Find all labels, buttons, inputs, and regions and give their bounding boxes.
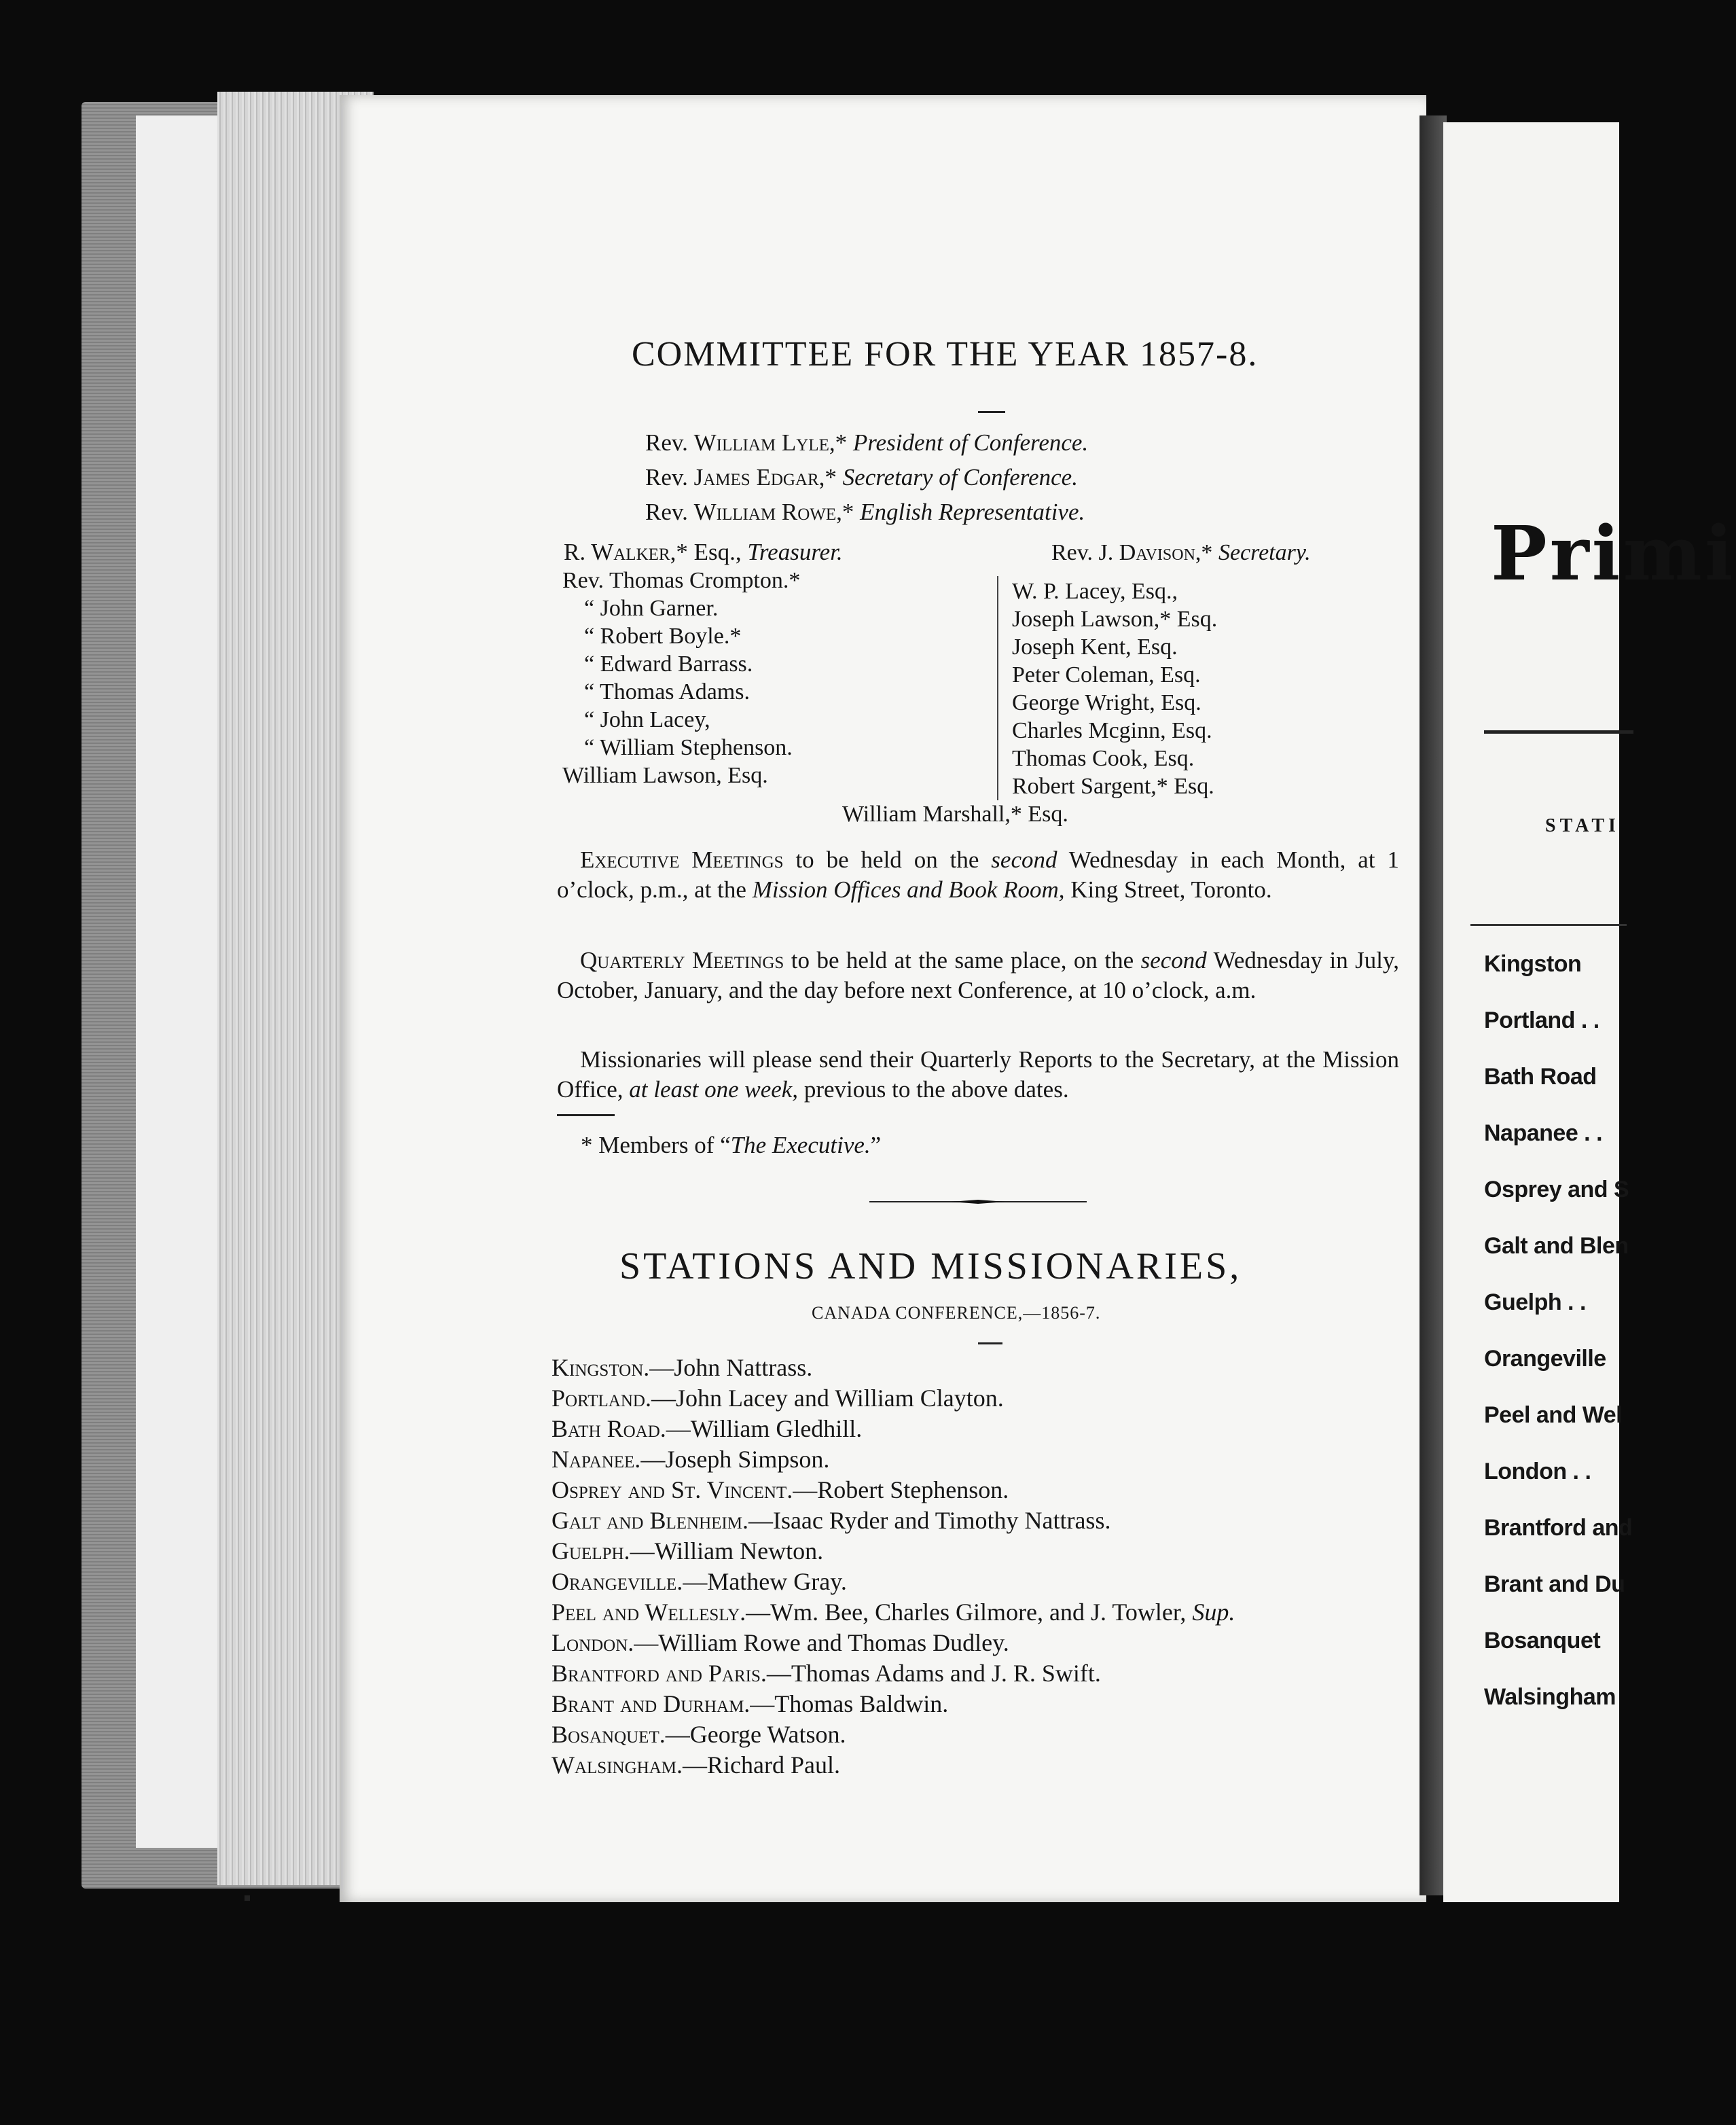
station-name: Orangeville (1484, 1346, 1606, 1372)
station-entry: Kingston.—John Nattrass. (551, 1354, 813, 1381)
station-name: Kingston (1484, 951, 1582, 977)
member-name: Robert Sargent,* Esq. (1012, 774, 1214, 799)
station-name: Bath Road (1484, 1064, 1597, 1090)
station-name: Guelph . . (1484, 1289, 1586, 1315)
right-page-heading: STATI (1545, 815, 1620, 836)
member-name: William Lawson, Esq. (562, 763, 768, 788)
officer-line: Rev. William Lyle,* President of Conference. (645, 429, 1089, 456)
member-name: Joseph Lawson,* Esq. (1012, 607, 1218, 632)
station-entry: Brantford and Paris.—Thomas Adams and J. R. Swift. (551, 1660, 1101, 1687)
station-entry: Guelph.—William Newton. (551, 1537, 824, 1565)
officer-line: Rev. William Rowe,* English Representative. (645, 499, 1085, 525)
missionaries-note-paragraph: Missionaries will please send their Quarterly Reports to the Secretary, at the Mission Office, at least one week, previous to the above dates. (557, 1046, 1399, 1103)
station-name: Napanee . . (1484, 1120, 1603, 1146)
station-entry: London.—William Rowe and Thomas Dudley. (551, 1629, 1009, 1656)
stations-title: STATIONS AND MISSIONARIES, (619, 1245, 1242, 1287)
station-name: Peel and Wel (1484, 1402, 1623, 1428)
committee-title: COMMITTEE FOR THE YEAR 1857-8. (632, 335, 1259, 374)
treasurer-line: R. Walker,* Esq., Treasurer. (564, 539, 843, 565)
footnote: * Members of “The Executive.” (581, 1132, 882, 1158)
book-gutter (1419, 115, 1447, 1895)
quarterly-meetings-paragraph: Quarterly Meetings to be held at the same place, on the second Wednesday in July, October, January, and the day before next Conference, at 10 o’clock, a.m. (557, 947, 1400, 1003)
station-entry: Brant and Durham.—Thomas Baldwin. (551, 1690, 949, 1717)
executive-meetings-paragraph: Executive Meetings to be held on the second Wednesday in each Month, at 1 o’clock, p.m., at the Mission Offices and Book Room, King Street, Toronto. (557, 846, 1399, 903)
station-entry: Galt and Blenheim.—Isaac Ryder and Timothy Nattrass. (551, 1507, 1111, 1534)
member-name: George Wright, Esq. (1012, 690, 1201, 715)
station-name: Brantford and (1484, 1515, 1633, 1541)
station-entry: Orangeville.—Mathew Gray. (551, 1568, 847, 1595)
stations-divider (978, 1342, 1002, 1344)
member-name: “ Edward Barrass. (584, 651, 753, 677)
secretary-line: Rev. J. Davison,* Secretary. (1051, 540, 1311, 565)
member-name: “ Robert Boyle.* (584, 624, 742, 649)
right-page-stations (1484, 951, 1632, 1740)
member-name: “ John Lacey, (584, 707, 710, 732)
section-divider-ornament (869, 1200, 1087, 1204)
title-divider (978, 411, 1005, 413)
station-name: Bosanquet (1484, 1628, 1601, 1654)
station-entry: Peel and Wellesly.—Wm. Bee, Charles Gilmore, and J. Towler, Sup. (551, 1599, 1235, 1626)
member-name: Peter Coleman, Esq. (1012, 662, 1201, 688)
station-name: Portland . . (1484, 1007, 1599, 1033)
station-name: Osprey and S (1484, 1177, 1629, 1202)
station-entry: Walsingham.—Richard Paul. (551, 1751, 840, 1779)
station-entry: Bath Road.—William Gledhill. (551, 1415, 863, 1442)
station-entry: Osprey and St. Vincent.—Robert Stephenson. (551, 1476, 1009, 1503)
page-mark (245, 1895, 250, 1901)
station-entry: Bosanquet.—George Watson. (551, 1721, 846, 1748)
committee-members-right (1012, 579, 1217, 802)
member-center: William Marshall,* Esq. (842, 802, 1068, 827)
station-entry: Napanee.—Joseph Simpson. (551, 1446, 830, 1473)
right-page-title: Primi (1491, 510, 1736, 597)
station-name: London . . (1484, 1459, 1591, 1484)
member-name: Thomas Cook, Esq. (1012, 746, 1195, 771)
stations-subtitle: CANADA CONFERENCE,—1856-7. (812, 1303, 1101, 1323)
column-divider (997, 576, 998, 800)
right-page-rule-2 (1470, 924, 1627, 926)
station-name: Walsingham (1484, 1684, 1616, 1710)
member-name: W. P. Lacey, Esq., (1012, 579, 1178, 604)
member-name: Rev. Thomas Crompton.* (562, 568, 801, 593)
member-name: “ John Garner. (584, 596, 719, 621)
station-name: Galt and Blen (1484, 1233, 1629, 1259)
officer-line: Rev. James Edgar,* Secretary of Conference. (645, 464, 1078, 490)
right-page (1443, 122, 1736, 1902)
member-name: Joseph Kent, Esq. (1012, 635, 1178, 660)
member-name: “ Thomas Adams. (584, 679, 750, 704)
member-name: Charles Mcginn, Esq. (1012, 718, 1212, 743)
right-page-rule (1484, 730, 1633, 734)
station-name: Brant and Du (1484, 1571, 1625, 1597)
footnote-rule (557, 1114, 615, 1116)
station-entry: Portland.—John Lacey and William Clayton. (551, 1385, 1004, 1412)
stations-list (551, 1353, 1235, 1781)
officers-list (645, 429, 1088, 533)
committee-members-left (562, 568, 800, 791)
member-name: “ William Stephenson. (584, 735, 793, 760)
